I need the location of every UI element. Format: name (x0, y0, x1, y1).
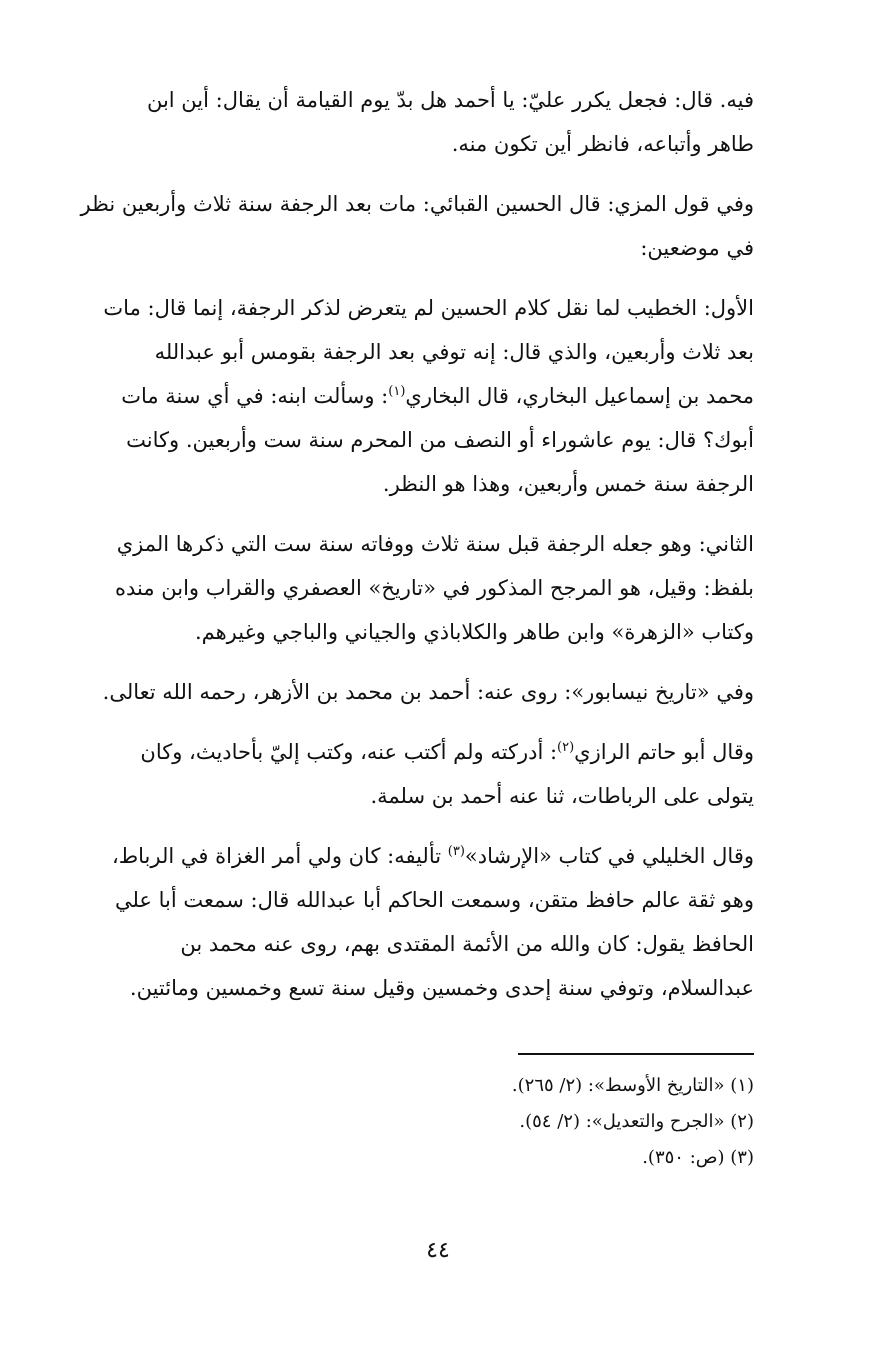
text-line: الأول: الخطيب لما نقل كلام الحسين لم يتعرض لذكر الرجفة، إنما قال: مات (103, 296, 754, 320)
text-line: يتولى على الرباطات، ثنا عنه أحمد بن سلمة. (370, 784, 754, 808)
text-segment: : وسألت ابنه: في أي سنة مات (121, 384, 389, 408)
paragraph (46, 522, 754, 654)
footnote-marker[interactable]: (٢) (557, 740, 575, 755)
text-line: بلفظ: وقيل، هو المرجح المذكور في «تاريخ» العصفري والقراب وابن منده (114, 576, 754, 600)
footnote-separator (518, 1053, 754, 1055)
paragraph (46, 834, 754, 1010)
main-text (46, 78, 754, 1026)
text-segment: محمد بن إسماعيل البخاري، قال البخاري (405, 384, 754, 408)
text-line: في موضعين: (640, 236, 754, 260)
text-line: طاهر وأتباعه، فانظر أين تكون منه. (451, 132, 754, 156)
text-line: أبوك؟ قال: يوم عاشوراء أو النصف من المحرم سنة ست وأربعين. وكانت (126, 428, 754, 452)
text-line: وهو ثقة عالم حافظ متقن، وسمعت الحاكم أبا عبدالله قال: سمعت أبا علي (114, 888, 754, 912)
footnote-item: (٣) (ص: ٣٥٠). (642, 1147, 754, 1168)
paragraph (46, 78, 754, 166)
text-line (46, 834, 754, 878)
text-line: فيه. قال: فجعل يكرر عليّ: يا أحمد هل بدّ يوم القيامة أن يقال: أين ابن (146, 88, 754, 112)
text-line: عبدالسلام، وتوفي سنة إحدى وخمسين وقيل سنة تسع وخمسين ومائتين. (129, 976, 754, 1000)
paragraph (46, 730, 754, 818)
paragraph (46, 286, 754, 506)
text-segment: تأليفه: كان ولي أمر الغزاة في الرباط، (111, 844, 448, 868)
footnote-item: (١) «التاريخ الأوسط»: (٢/ ٢٦٥). (511, 1075, 754, 1096)
text-line: بعد ثلاث وأربعين، والذي قال: إنه توفي بعد الرجفة بقومس أبو عبدالله (154, 340, 754, 364)
page-number: ٤٤ (426, 1238, 450, 1263)
footnote-marker[interactable]: (١) (388, 384, 406, 399)
text-line (46, 374, 754, 418)
paragraph (46, 670, 754, 714)
text-line: وفي قول المزي: قال الحسين القبائي: مات بعد الرجفة سنة ثلاث وأربعين نظر (80, 192, 754, 216)
footnotes (334, 1068, 754, 1176)
text-segment: وقال أبو حاتم الرازي (574, 740, 754, 764)
text-line: الثاني: وهو جعله الرجفة قبل سنة ثلاث ووفاته سنة ست التي ذكرها المزي (116, 532, 754, 556)
text-segment: : أدركته ولم أكتب عنه، وكتب إليّ بأحاديث، وكان (140, 740, 558, 764)
text-line: الحافظ يقول: كان والله من الأئمة المقتدى بهم، روى عنه محمد بن (180, 932, 754, 956)
text-segment: وقال الخليلي في كتاب «الإرشاد» (464, 844, 754, 868)
footnote-marker[interactable]: (٣) (447, 844, 465, 859)
text-line: الرجفة سنة خمس وأربعين، وهذا هو النظر. (382, 472, 754, 496)
paragraph (46, 182, 754, 270)
text-line (46, 730, 754, 774)
text-line: وكتاب «الزهرة» وابن طاهر والكلاباذي والجياني والباجي وغيرهم. (194, 620, 754, 644)
text-line: وفي «تاريخ نيسابور»: روى عنه: أحمد بن محمد بن الأزهر، رحمه الله تعالى. (102, 680, 754, 704)
footnote-item: (٢) «الجرح والتعديل»: (٢/ ٥٤). (519, 1111, 754, 1132)
